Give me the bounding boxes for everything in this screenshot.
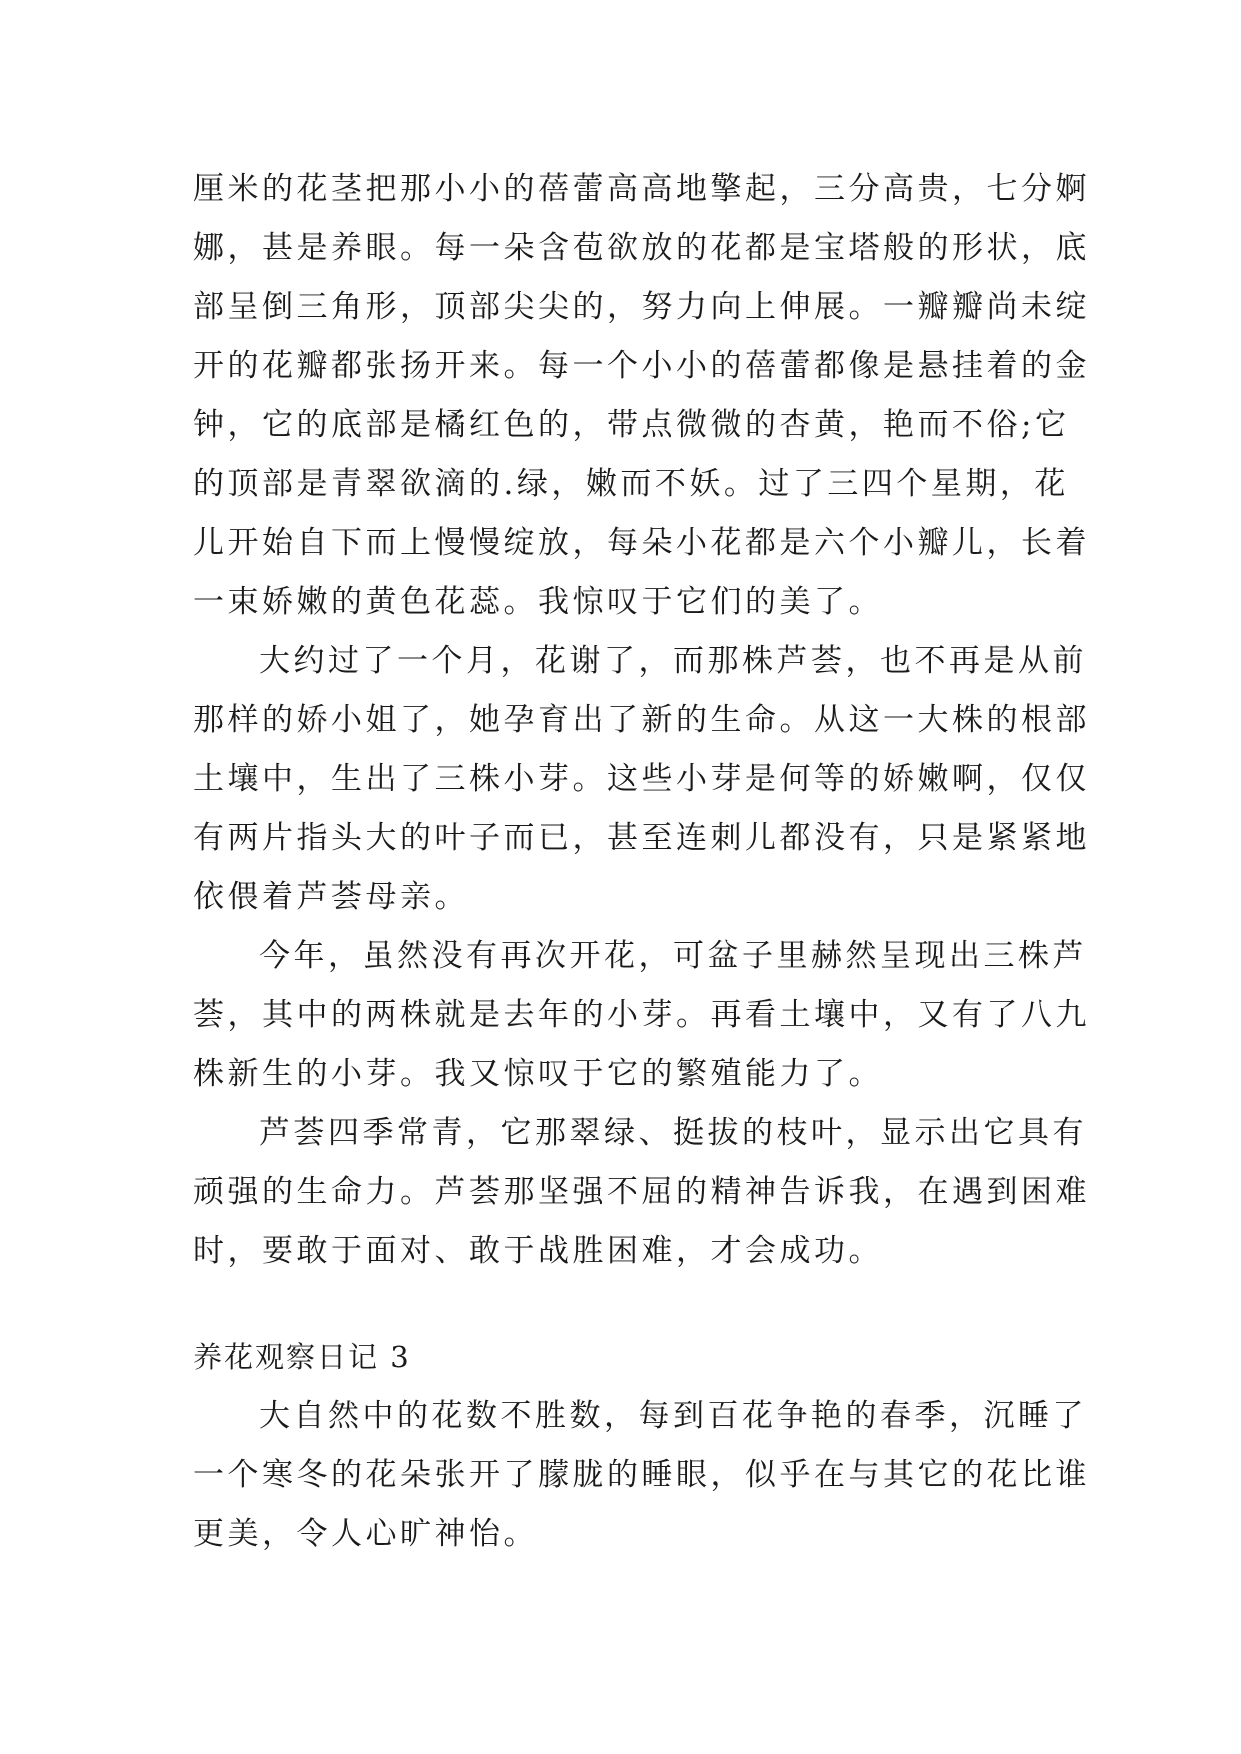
- text-line: 娜，甚是养眼。每一朵含苞欲放的花都是宝塔般的形状，底: [193, 230, 1090, 266]
- text-line: 依偎着芦荟母亲。: [193, 879, 469, 915]
- text-line: 厘米的花茎把那小小的蓓蕾高高地擎起，三分高贵，七分婀: [193, 171, 1090, 207]
- text-line: 那样的娇小姐了，她孕育出了新的生命。从这一大株的根部: [193, 702, 1090, 738]
- text-line: 有两片指头大的叶子而已，甚至连刺儿都没有，只是紧紧地: [193, 820, 1090, 856]
- text-line: 时，要敢于面对、敢于战胜困难，才会成功。: [193, 1233, 883, 1269]
- paragraph-1: [193, 160, 1090, 632]
- paragraph-4: [193, 1104, 1090, 1281]
- text-line: 一束娇嫩的黄色花蕊。我惊叹于它们的美了。: [193, 584, 883, 620]
- text-line: 荟，其中的两株就是去年的小芽。再看土壤中，又有了八九: [193, 997, 1090, 1033]
- text-line: 土壤中，生出了三株小芽。这些小芽是何等的娇嫩啊，仅仅: [193, 761, 1090, 797]
- paragraph-2: [193, 632, 1090, 927]
- paragraph-3: [193, 927, 1090, 1104]
- text-line: 大约过了一个月，花谢了，而那株芦荟，也不再是从前: [259, 643, 1087, 679]
- text-line: 芦荟四季常青，它那翠绿、挺拔的枝叶，显示出它具有: [259, 1115, 1087, 1151]
- text-line: 更美，令人心旷神怡。: [193, 1516, 538, 1552]
- text-line: 大自然中的花数不胜数，每到百花争艳的春季，沉睡了: [259, 1398, 1087, 1434]
- text-line: 顽强的生命力。芦荟那坚强不屈的精神告诉我，在遇到困难: [193, 1174, 1090, 1210]
- text-line: 一个寒冬的花朵张开了朦胧的睡眼，似乎在与其它的花比谁: [193, 1457, 1090, 1493]
- text-line: 今年，虽然没有再次开花，可盆子里赫然呈现出三株芦: [259, 938, 1087, 974]
- text-line: 儿开始自下而上慢慢绽放，每朵小花都是六个小瓣儿，长着: [193, 525, 1090, 561]
- text-line: 开的花瓣都张扬开来。每一个小小的蓓蕾都像是悬挂着的金: [193, 348, 1090, 384]
- section-heading: 养花观察日记 3: [193, 1340, 411, 1374]
- text-line: 部呈倒三角形，顶部尖尖的，努力向上伸展。一瓣瓣尚未绽: [193, 289, 1090, 325]
- text-line: 的顶部是青翠欲滴的.绿，嫩而不妖。过了三四个星期，花: [193, 466, 1069, 502]
- text-line: 钟，它的底部是橘红色的，带点微微的杏黄，艳而不俗;它: [193, 407, 1070, 443]
- document-page: [193, 160, 1090, 1564]
- paragraph-5: [193, 1387, 1090, 1564]
- text-line: 株新生的小芽。我又惊叹于它的繁殖能力了。: [193, 1056, 883, 1092]
